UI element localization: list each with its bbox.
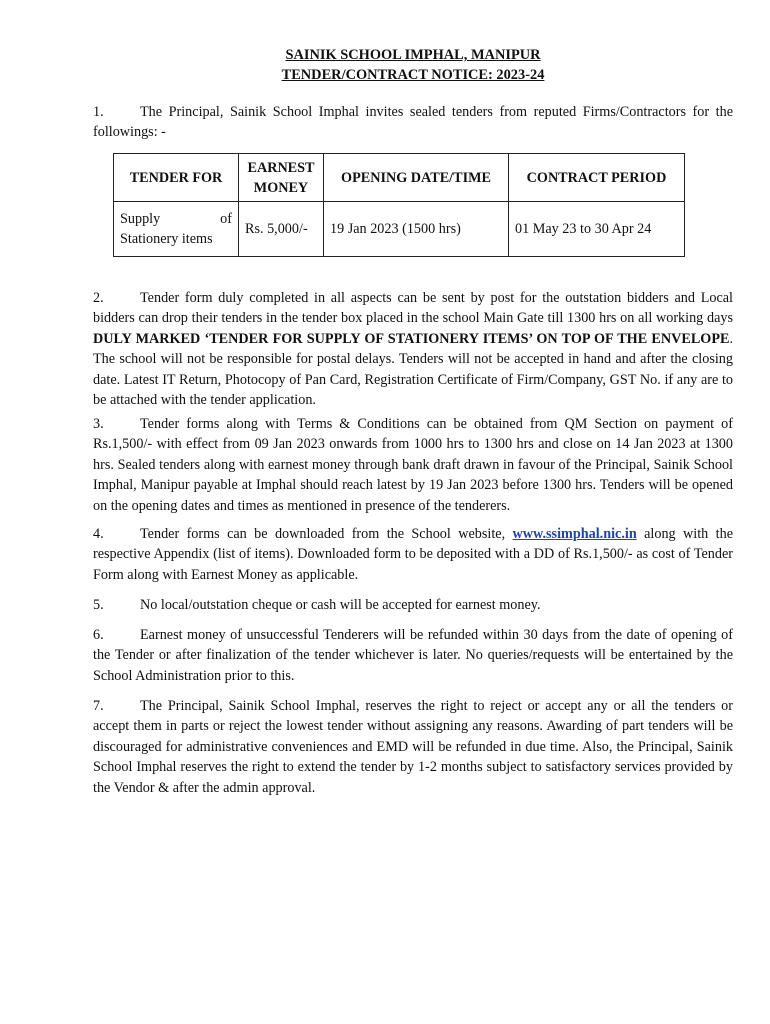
paragraph-number: 3.: [93, 416, 104, 432]
paragraph-text: . The school will not be responsible for postal delays. Tenders will not be accepted in hand and after the closing date. Latest IT Return, Photocopy of Pan Card, Registration Certificate of Firm/Company, GST No. if any are to be attached with the tender application.: [93, 330, 733, 409]
table-header: CONTRACT PERIOD: [509, 154, 685, 202]
paragraph-5: [93, 595, 733, 615]
school-website-link[interactable]: www.ssimphal.nic.in: [512, 526, 637, 542]
tender-for-line1: [120, 209, 232, 229]
paragraph-number: 5.: [93, 597, 104, 613]
paragraph-text: along with the respective Appendix (list of items). Downloaded form to be deposited with a DD of Rs.1,500/- as cost of Tender Form along with Earnest Money as applicable.: [93, 526, 733, 583]
paragraph-number: 2.: [93, 290, 104, 306]
table-cell-opening: 19 Jan 2023 (1500 hrs): [324, 202, 509, 257]
table-cell-earnest-money: Rs. 5,000/-: [239, 202, 324, 257]
paragraph-text: Tender forms can be downloaded from the School website,: [140, 526, 513, 542]
paragraph-number: 6.: [93, 627, 104, 643]
tender-for-line2: Stationery items: [120, 231, 213, 247]
paragraph-text: Earnest money of unsuccessful Tenderers will be refunded within 30 days from the date of opening of the Tender or after finalization of the tender whichever is later. No queries/requests will be entertained by the School Administration prior to this.: [93, 627, 733, 684]
paragraph-text: The Principal, Sainik School Imphal invites sealed tenders from reputed Firms/Contractors for the followings: -: [93, 104, 733, 141]
paragraph-number: 1.: [93, 104, 104, 120]
paragraph-text: Tender forms along with Terms & Conditions can be obtained from QM Section on payment of Rs.1,500/- with effect from 09 Jan 2023 onwards from 1000 hrs to 1300 hrs and close on 14 Jan 2023 at 1300 hrs. Sealed tenders along with earnest money through bank draft drawn in favour of the Principal, Sainik School Imphal, Manipur payable at Imphal should reach latest by 19 Jan 2023 before 1300 hrs. Tenders will be opened on the opening dates and times as mentioned in presence of the tenderers.: [93, 416, 733, 514]
paragraph-6: [93, 625, 733, 686]
page-title: SAINIK SCHOOL IMPHAL, MANIPUR: [285, 47, 541, 63]
table-row: [114, 202, 685, 257]
table-header: EARNEST MONEY: [239, 154, 324, 202]
page-subtitle: TENDER/CONTRACT NOTICE: 2023-24: [281, 67, 545, 83]
paragraph-number: 4.: [93, 526, 104, 542]
table-header: TENDER FOR: [114, 154, 239, 202]
tender-table: [113, 153, 685, 257]
table-header: OPENING DATE/TIME: [324, 154, 509, 202]
paragraph-2: [93, 288, 733, 410]
paragraph-text: Tender form duly completed in all aspects can be sent by post for the outstation bidders and Local bidders can drop their tenders in the tender box placed in the school Main Gate till 1300 hrs on all working days: [93, 290, 733, 327]
table-header-row: [114, 154, 685, 202]
paragraph-3: [93, 414, 733, 516]
paragraph-1: [93, 102, 733, 143]
paragraph-number: 7.: [93, 698, 104, 714]
table-cell-tender-for: [114, 202, 239, 257]
paragraph-text: The Principal, Sainik School Imphal, reserves the right to reject or accept any or all the tenders or accept them in parts or reject the lowest tender without assigning any reasons. Awarding of part tenders will be discouraged for administrative conveniences and EMD will be refunded in due time. Also, the Principal, Sainik School Imphal reserves the right to extend the tender by 1-2 months subject to satisfactory services provided by the Vendor & after the admin approval.: [93, 698, 733, 796]
tender-for-word2: of: [220, 211, 232, 227]
tender-for-word1: Supply: [120, 211, 161, 227]
paragraph-bold-text: DULY MARKED ‘TENDER FOR SUPPLY OF STATIONERY ITEMS’ ON TOP OF THE ENVELOPE: [93, 330, 730, 347]
table-cell-period: 01 May 23 to 30 Apr 24: [509, 202, 685, 257]
paragraph-4: [93, 524, 733, 585]
paragraph-7: [93, 696, 733, 798]
paragraph-text: No local/outstation cheque or cash will be accepted for earnest money.: [140, 597, 541, 613]
